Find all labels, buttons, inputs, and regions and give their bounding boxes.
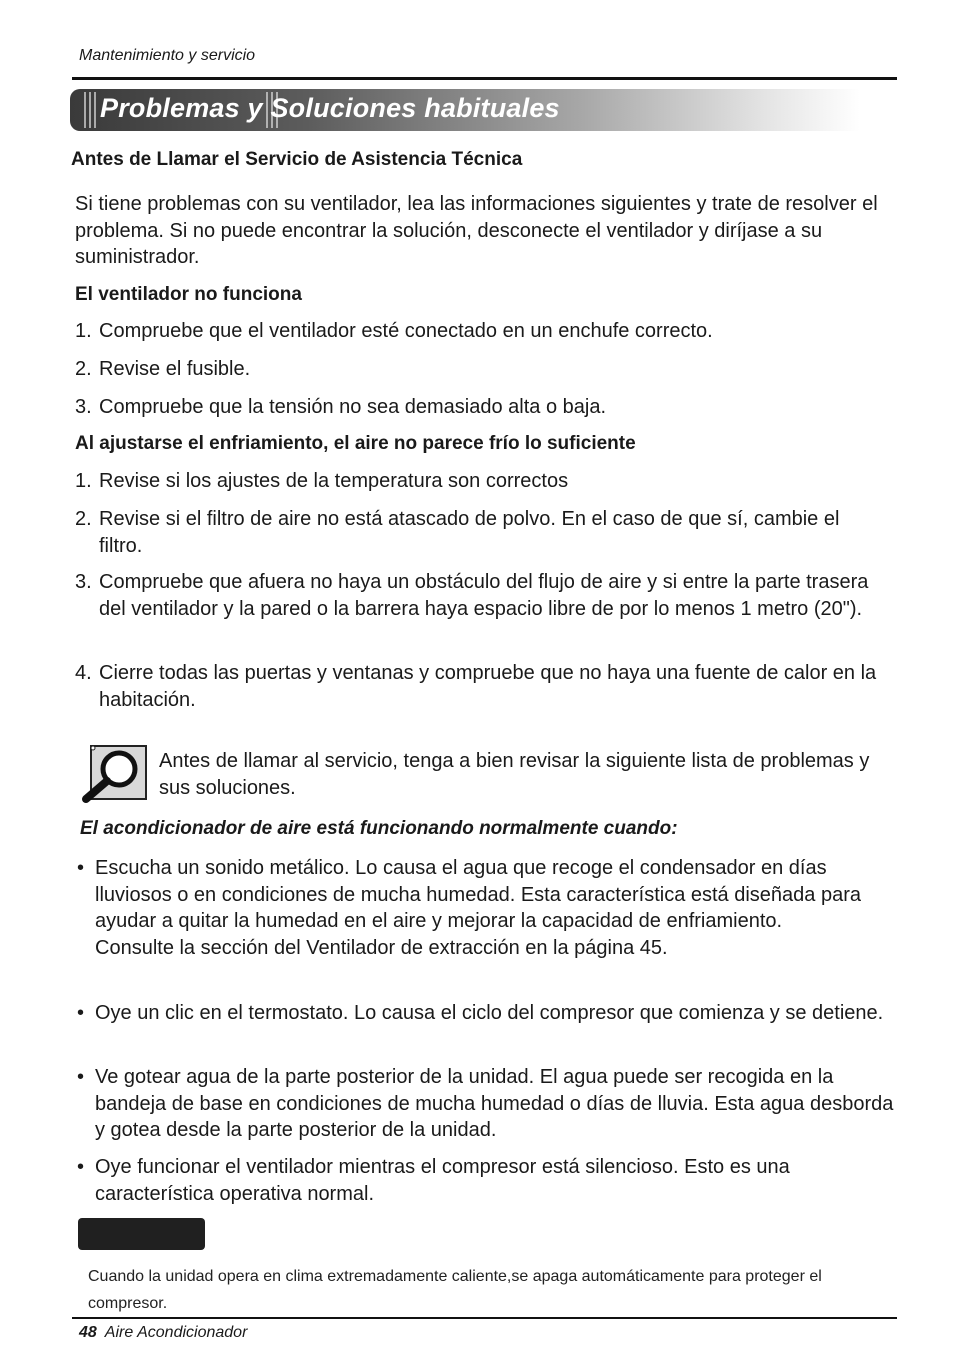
list-item [77, 855, 897, 989]
top-rule [72, 77, 897, 80]
bullet-reference: Consulte la sección del Ventilador de extracción en la página 45. [95, 936, 668, 959]
note-text: Antes de llamar al servicio, tenga a bien revisar la siguiente lista de problemas y sus soluciones. [159, 750, 870, 799]
bullet-dot: • [77, 857, 85, 879]
caution-tab [78, 1218, 205, 1250]
list-item [75, 569, 885, 649]
bullet-dot: • [77, 1156, 85, 1178]
item-number: 2. [75, 358, 92, 380]
item-number: 1. [75, 470, 92, 492]
magnifier-icon [80, 745, 148, 803]
list-item [75, 468, 885, 495]
bullet-text: Oye un clic en el termostato. Lo causa el ciclo del compresor que comienza y se detiene. [95, 1002, 884, 1024]
item-text: Revise el fusible. [99, 358, 251, 380]
list-item [75, 394, 885, 421]
bullet-main: Escucha un sonido metálico. Lo causa el agua que recoge el condensador en días lluviosos o en condiciones de mucha humedad. Esta característica está diseñada para ayudar a quitar la humedad en el aire y mejorar la capacidad de enfriamiento. [95, 857, 862, 932]
bullet-dot: • [77, 1002, 85, 1024]
item-number: 2. [75, 508, 92, 530]
page-title: Problemas y Soluciones habituales [100, 93, 560, 123]
page-number: 48 [79, 1324, 97, 1341]
normal-operation-heading: El acondicionador de aire está funcionando normalmente cuando: [80, 818, 678, 839]
fan-heading: El ventilador no funciona [75, 284, 302, 305]
item-text: Compruebe que la tensión no sea demasiado alta o baja. [99, 396, 607, 418]
bullet-dot: • [77, 1066, 85, 1088]
item-number: 4. [75, 662, 92, 684]
bottom-rule [72, 1317, 897, 1319]
bullet-text: Oye funcionar el ventilador mientras el compresor está silencioso. Esto es una característica operativa normal. [95, 1156, 790, 1205]
bullet-text: Ve gotear agua de la parte posterior de la unidad. El agua puede ser recogida en la bandeja de base en condiciones de mucha humedad o días de lluvia. Esta agua desborda y gotea desde la parte posterior de la unidad. [95, 1066, 894, 1141]
footer-product: Aire Acondicionador [104, 1324, 248, 1341]
list-item [77, 1064, 897, 1144]
caution-note: Cuando la unidad opera en clima extremadamente caliente,se apaga automáticamente para proteger el compresor. [88, 1268, 822, 1312]
intro-heading: Antes de Llamar el Servicio de Asistencia Técnica [71, 149, 523, 170]
item-text: Compruebe que afuera no haya un obstáculo del flujo de aire y si entre la parte trasera del ventilador y la pared o la barrera haya espacio libre de por lo menos 1 metro (20"). [99, 571, 869, 620]
item-text: Cierre todas las puertas y ventanas y compruebe que no haya una fuente de calor en la habitación. [99, 662, 877, 711]
list-item [75, 506, 885, 560]
intro-text: Si tiene problemas con su ventilador, lea las informaciones siguientes y trate de resolver el problema. Si no puede encontrar la solución, desconecte el ventilador y diríjase a su suministrador. [75, 193, 878, 268]
list-item [77, 1000, 897, 1054]
item-text: Compruebe que el ventilador esté conectado en un enchufe correcto. [99, 320, 713, 342]
page-footer [79, 1324, 247, 1342]
list-item [75, 660, 885, 714]
list-item [77, 1154, 897, 1208]
title-banner [70, 89, 860, 131]
item-number: 3. [75, 571, 92, 593]
cooling-heading: Al ajustarse el enfriamiento, el aire no parece frío lo suficiente [75, 433, 636, 454]
bullet-text [95, 855, 895, 961]
item-number: 3. [75, 396, 92, 418]
item-text: Revise si los ajustes de la temperatura son correctos [99, 470, 569, 492]
item-number: 1. [75, 320, 92, 342]
item-text: Revise si el filtro de aire no está atascado de polvo. En el caso de que sí, cambie el filtro. [99, 508, 840, 557]
section-label: Mantenimiento y servicio [79, 47, 256, 64]
list-item [75, 356, 885, 383]
list-item [75, 318, 885, 345]
